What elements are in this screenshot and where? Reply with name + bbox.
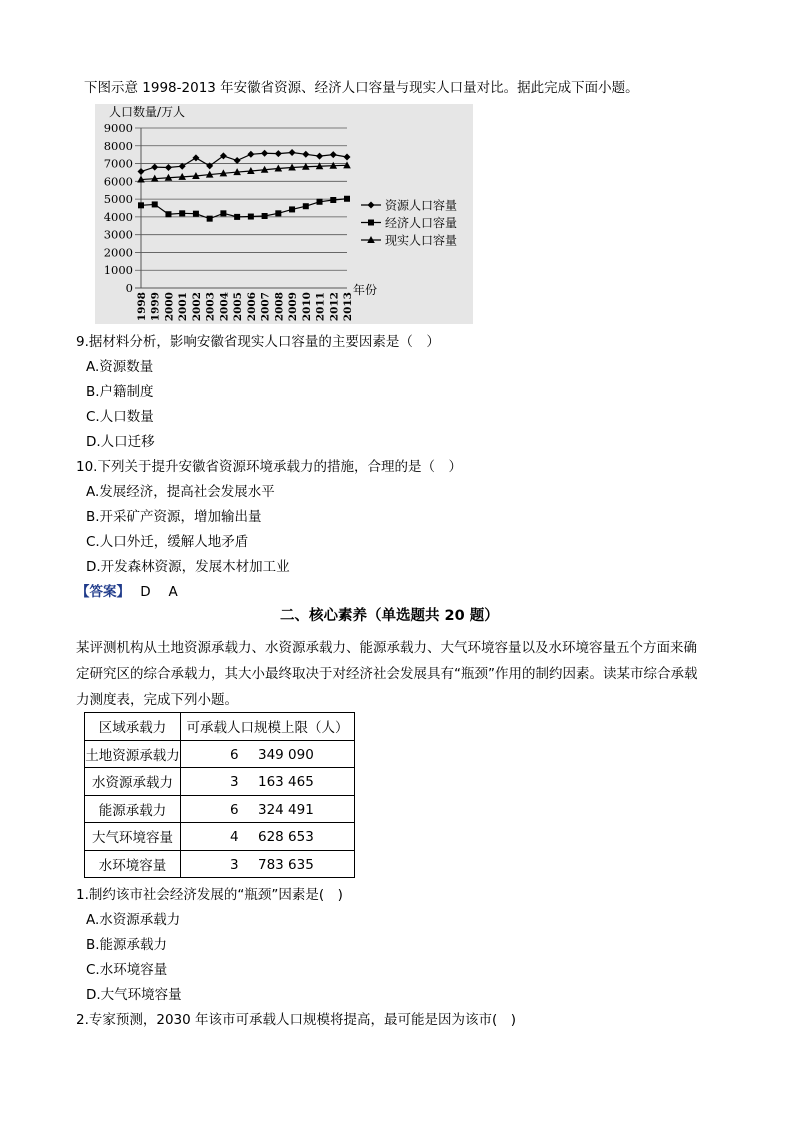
square-marker — [368, 220, 374, 226]
table-cell — [181, 823, 355, 851]
square-marker — [344, 196, 350, 202]
y-tick-label: 3000 — [103, 227, 133, 242]
table-header: 区域承载力 — [85, 713, 181, 741]
x-tick-label: 2011 — [314, 292, 327, 322]
q9-option-d[interactable]: D.人口迁移 — [86, 434, 155, 450]
table-row — [85, 768, 355, 796]
table-cell: 大气环境容量 — [85, 823, 181, 851]
table-row — [85, 850, 355, 878]
table-cell: 水环境容量 — [85, 850, 181, 878]
q10-option-a[interactable]: A.发展经济，提高社会发展水平 — [86, 484, 275, 500]
table-header-row — [85, 713, 355, 741]
chart-background — [95, 104, 473, 324]
square-marker — [152, 201, 158, 207]
cell-level: 3 — [230, 856, 239, 873]
section-title: 二、核心素养（单选题共 20 题） — [280, 608, 499, 624]
square-marker — [220, 210, 226, 216]
x-tick-label: 2001 — [177, 292, 190, 322]
population-chart — [95, 104, 473, 324]
x-tick-label: 2009 — [287, 292, 300, 322]
q9-stem: 9.据材料分析，影响安徽省现实人口容量的主要因素是（ ） — [76, 334, 440, 350]
cell-level: 3 — [230, 774, 239, 790]
q9-option-b[interactable]: B.户籍制度 — [86, 384, 154, 400]
y-tick-label: 6000 — [103, 174, 133, 189]
passage-line-1: 某评测机构从土地资源承载力、水资源承载力、能源承载力、大气环境容量以及水环境容量五个方面来确 — [76, 640, 697, 656]
answer-label: 【答案】 — [76, 584, 130, 600]
answer-values: D A — [140, 584, 178, 600]
answer-line — [76, 583, 178, 601]
square-marker — [330, 197, 336, 203]
square-marker — [248, 214, 254, 220]
q1-option-a[interactable]: A.水资源承载力 — [86, 912, 181, 928]
square-marker — [179, 210, 185, 216]
cell-population: 163 465 — [258, 774, 314, 790]
capacity-table — [84, 712, 355, 878]
y-tick-label: 8000 — [103, 138, 133, 153]
square-marker — [138, 202, 144, 208]
passage-line-3: 力测度表，完成下列小题。 — [76, 692, 238, 708]
x-tick-label: 2013 — [342, 292, 354, 322]
square-marker — [317, 199, 323, 205]
x-tick-label: 1999 — [149, 292, 162, 322]
legend-label: 资源人口容量 — [385, 198, 458, 213]
square-marker — [165, 211, 171, 217]
square-marker — [234, 214, 240, 220]
q10-stem: 10.下列关于提升安徽省资源环境承载力的措施，合理的是（ ） — [76, 459, 462, 475]
cell-population: 324 491 — [258, 801, 314, 818]
table-row — [85, 795, 355, 823]
q10-option-c[interactable]: C.人口外迁，缓解人地矛盾 — [86, 534, 249, 550]
q9-option-c[interactable]: C.人口数量 — [86, 409, 154, 425]
table-cell: 土地资源承载力 — [85, 740, 181, 768]
table-cell — [181, 795, 355, 823]
x-tick-label: 2005 — [232, 292, 245, 322]
table-row — [85, 740, 355, 768]
cell-level: 6 — [230, 746, 239, 763]
cell-population: 783 635 — [258, 856, 314, 873]
square-marker — [303, 203, 309, 209]
table-cell: 能源承载力 — [85, 795, 181, 823]
x-tick-label: 2012 — [328, 292, 341, 322]
cell-population: 628 653 — [258, 829, 314, 845]
q1-option-b[interactable]: B.能源承载力 — [86, 937, 168, 953]
x-tick-label: 2004 — [218, 292, 231, 322]
q2-stem: 2.专家预测，2030 年该市可承载人口规模将提高，最可能是因为该市( ) — [76, 1012, 517, 1028]
q1-option-c[interactable]: C.水环境容量 — [86, 962, 168, 978]
x-tick-label: 2000 — [163, 292, 176, 322]
table-row — [85, 823, 355, 851]
table-cell: 水资源承载力 — [85, 768, 181, 796]
q9-option-a[interactable]: A.资源数量 — [86, 359, 154, 375]
x-tick-label: 2002 — [190, 292, 203, 322]
y-tick-label: 4000 — [103, 209, 133, 224]
legend-label: 经济人口容量 — [385, 216, 458, 230]
y-tick-label: 0 — [125, 281, 133, 295]
intro-text: 下图示意 1998-2013 年安徽省资源、经济人口容量与现实人口量对比。据此完成下面小题。 — [84, 80, 639, 96]
cell-population: 349 090 — [258, 746, 314, 763]
y-tick-label: 5000 — [103, 192, 133, 207]
x-axis-label: 年份 — [353, 283, 378, 297]
cell-level: 6 — [230, 801, 239, 818]
square-marker — [193, 211, 199, 217]
q10-option-b[interactable]: B.开采矿产资源，增加输出量 — [86, 509, 262, 525]
x-tick-label: 2008 — [273, 292, 286, 322]
y-tick-label: 2000 — [103, 245, 133, 260]
x-tick-label: 2007 — [259, 292, 272, 322]
table-cell — [181, 768, 355, 796]
x-tick-label: 2006 — [245, 292, 258, 322]
x-tick-label: 1998 — [136, 292, 148, 322]
x-tick-label: 2010 — [300, 292, 313, 322]
y-axis-label: 人口数量/万人 — [109, 105, 186, 119]
y-tick-label: 7000 — [103, 156, 133, 171]
cell-level: 4 — [230, 829, 239, 845]
y-tick-label: 9000 — [103, 121, 133, 135]
square-marker — [207, 216, 213, 222]
q1-stem: 1.制约该市社会经济发展的“瓶颈”因素是( ) — [76, 887, 343, 903]
square-marker — [289, 206, 295, 212]
y-tick-label: 1000 — [103, 263, 133, 278]
q10-option-d[interactable]: D.开发森林资源，发展木材加工业 — [86, 559, 290, 575]
square-marker — [262, 213, 268, 219]
table-cell — [181, 850, 355, 878]
x-tick-label: 2003 — [204, 292, 217, 322]
table-cell — [181, 740, 355, 768]
square-marker — [275, 210, 281, 216]
q1-option-d[interactable]: D.大气环境容量 — [86, 987, 182, 1003]
table-header: 可承载人口规模上限（人） — [181, 713, 355, 741]
legend-label: 现实人口容量 — [385, 233, 458, 248]
passage-line-2: 定研究区的综合承载力，其大小最终取决于对经济社会发展具有“瓶颈”作用的制约因素。读某市综合承载 — [76, 666, 698, 682]
